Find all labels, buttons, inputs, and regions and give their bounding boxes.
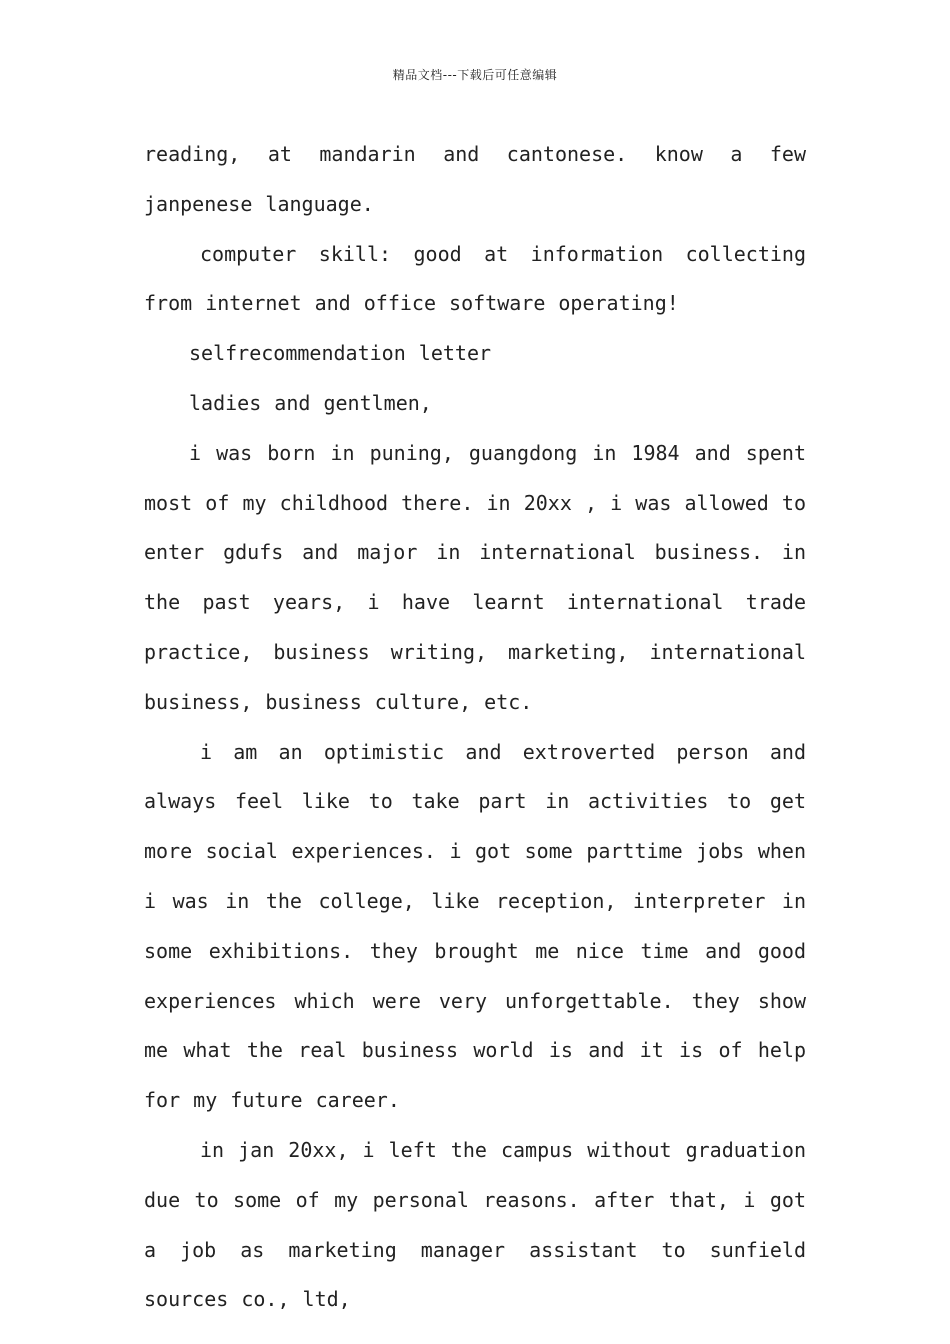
- paragraph-computer-skill: computer skill: good at information collecting from internet and office software operating!: [144, 241, 806, 316]
- document-body: [144, 130, 806, 1325]
- paragraph-personality: i am an optimistic and extroverted person and always feel like to take part in activities to get more social experiences. i got some parttime jobs when i was in the college, like reception, interpreter in some exhibitions. they brought me nice time and good experiences which were very unforgettable. they show me what the real business world is and it is of help for my future career.: [144, 739, 806, 1113]
- paragraph-salutation: ladies and gentlmen,: [189, 390, 432, 415]
- paragraph-background: i was born in puning, guangdong in 1984 and spent most of my childhood there. in 20xx , i was allowed to enter gdufs and major in international business. in the past years, i have learnt international trade practice, business writing, marketing, international business, business culture, etc.: [144, 440, 806, 714]
- page-header: 精品文档---下载后可任意编辑: [392, 68, 558, 82]
- paragraph-career: in jan 20xx, i left the campus without graduation due to some of my personal reasons. after that, i got a job as marketing manager assistant to sunfield sources co., ltd,: [144, 1137, 806, 1312]
- paragraph-letter-title: selfrecommendation letter: [189, 341, 492, 366]
- paragraph-languages: reading, at mandarin and cantonese. know a few janpenese language.: [144, 142, 806, 216]
